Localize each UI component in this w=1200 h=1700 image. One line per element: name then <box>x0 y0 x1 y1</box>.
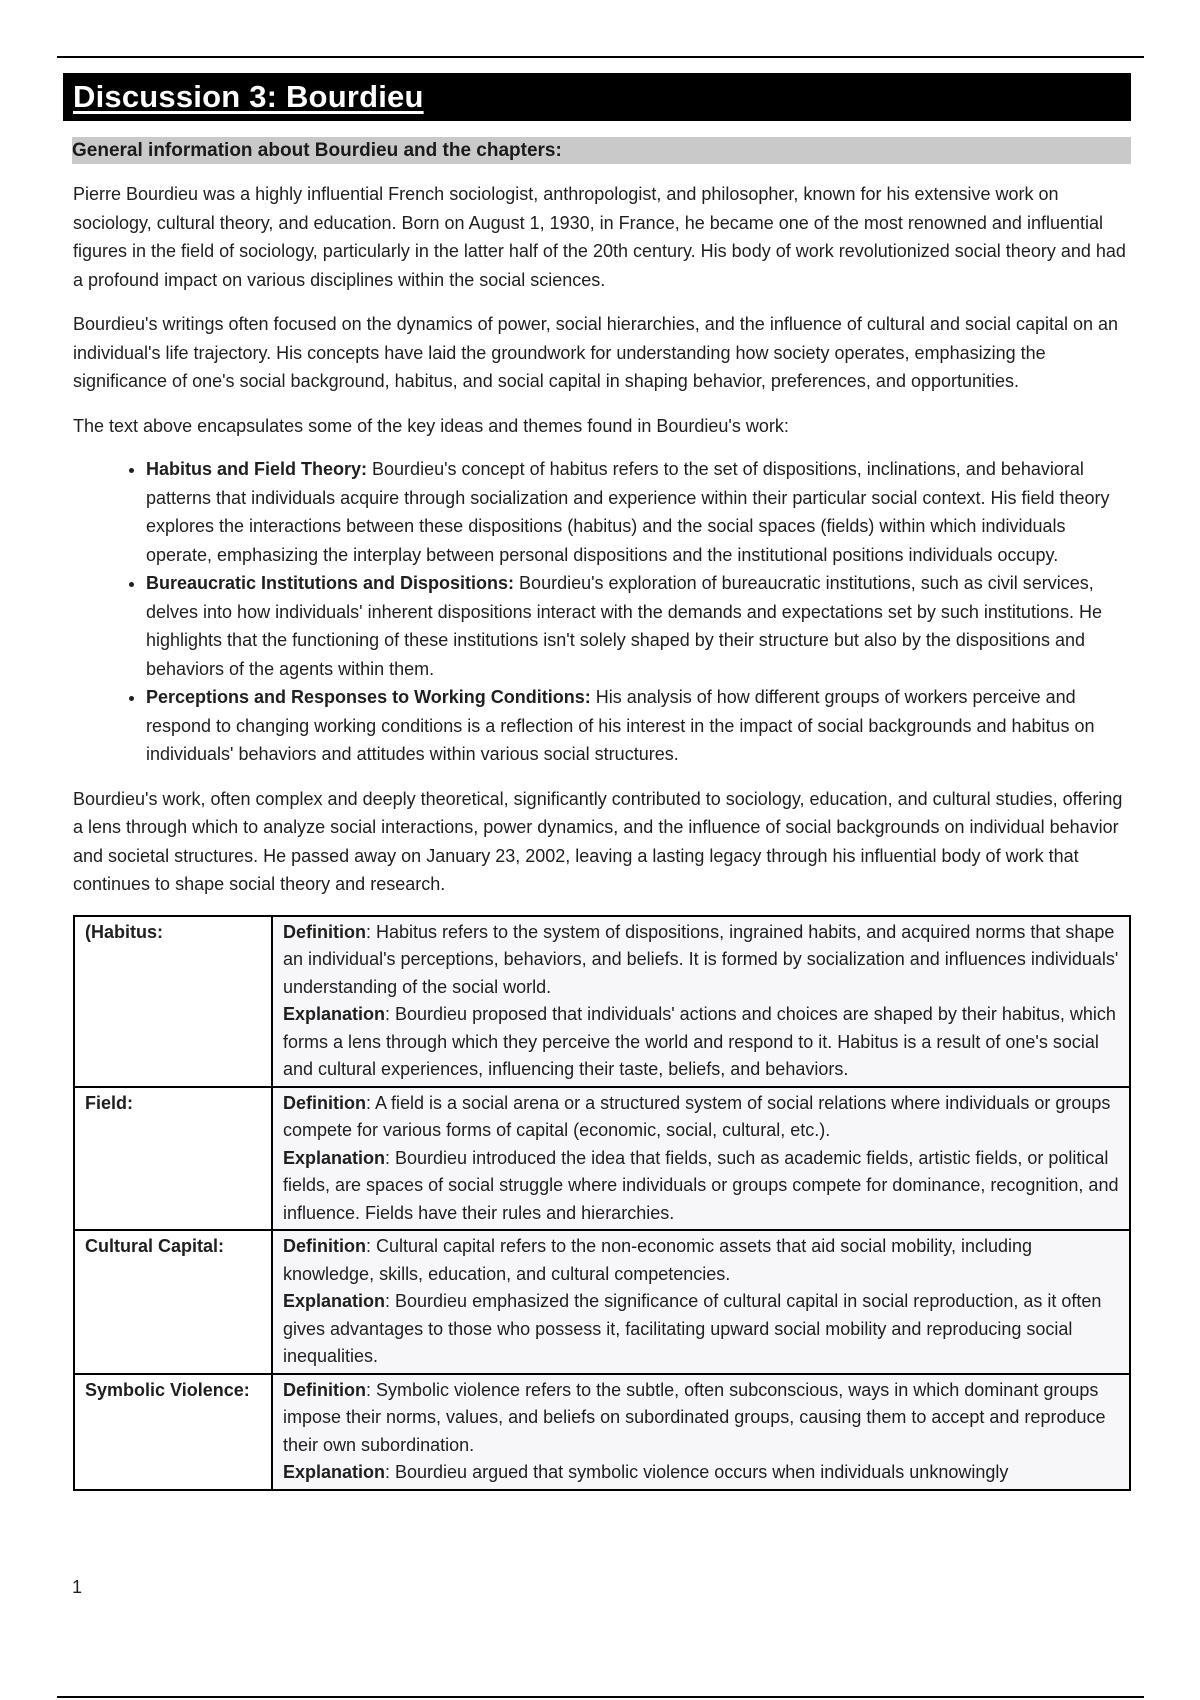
definition-text: : Symbolic violence refers to the subtle, often subconscious, ways in which dominant groups impose their norms, values, and beliefs on subordinated groups, causing them to accept and reproduce their own subordination. <box>283 1379 1106 1455</box>
top-rule <box>57 56 1144 58</box>
list-item <box>146 683 1131 769</box>
description-cell <box>273 1375 1129 1489</box>
list-item-label: Bureaucratic Institutions and Dispositions: <box>146 573 515 593</box>
page-title: Discussion 3: Bourdieu <box>73 79 424 114</box>
summary-lead-paragraph: The text above encapsulates some of the key ideas and themes found in Bourdieu's work: <box>73 415 789 436</box>
explanation-text: : Bourdieu emphasized the significance of cultural capital in social reproduction, as it often gives advantages to those who possess it, facilitating upward social mobility and reproducing social inequalities. <box>283 1291 1102 1366</box>
definition-text: : Cultural capital refers to the non-economic assets that aid social mobility, including knowledge, skills, education, and cultural competencies. <box>283 1236 1032 1284</box>
table-row <box>75 1231 1129 1375</box>
explanation-label: Explanation <box>283 1462 386 1482</box>
term-cell: Symbolic Violence: <box>75 1375 273 1489</box>
closing-paragraph: Bourdieu's work, often complex and deeply theoretical, significantly contributed to sociology, education, and cultural studies, offering a lens through which to analyze social interactions, power dynamics, and the influence of social backgrounds on individual behavior and societal structures. He passed away on January 23, 2002, leaving a lasting legacy through his influential body of work that continues to shape social theory and research. <box>73 788 1123 894</box>
explanation-label: Explanation <box>283 1147 386 1168</box>
explanation-label: Explanation <box>283 1291 386 1311</box>
list-item-text: Bourdieu's concept of habitus refers to the set of dispositions, inclinations, and behavioral patterns that individuals acquire through socialization and experience within their particular social context. His field theory explores the interactions between these dispositions (habitus) and the social spaces (fields) within which individuals operate, emphasizing the interplay between personal dispositions and the institutional positions individuals occupy. <box>146 459 1110 565</box>
explanation-text: : Bourdieu argued that symbolic violence occurs when individuals unknowingly <box>385 1462 1009 1482</box>
concepts-table <box>73 915 1131 1491</box>
key-ideas-list <box>73 455 1131 769</box>
definition-text: : A field is a social arena or a structured system of social relations where individuals or groups compete for various forms of capital (economic, social, cultural, etc.). <box>283 1092 1111 1140</box>
description-cell <box>273 1231 1129 1373</box>
list-item-text: Bourdieu's exploration of bureaucratic institutions, such as civil services, delves into how individuals' inherent dispositions interact with the demands and expectations set by such institutions. He highlights that the functioning of these institutions isn't solely shaped by their structure but also by the dispositions and behaviors of the agents within them. <box>146 573 1102 679</box>
page-number: 1 <box>72 1577 83 1597</box>
definition-label: Definition <box>283 1092 366 1113</box>
list-item <box>146 455 1131 569</box>
explanation-text: : Bourdieu introduced the idea that fields, such as academic fields, artistic fields, or political fields, are spaces of social struggle where individuals or groups compete for dominance, recognition, and influence. Fields have their rules and hierarchies. <box>283 1147 1119 1223</box>
description-cell <box>273 1088 1129 1230</box>
table-row <box>75 1088 1129 1232</box>
explanation-text: : Bourdieu proposed that individuals' actions and choices are shaped by their habitus, which forms a lens through which they perceive the world and respond to it. Habitus is a result of one's social and cultural experiences, influencing their taste, beliefs, and behaviors. <box>283 1004 1116 1079</box>
term-cell: Field: <box>75 1088 273 1230</box>
definition-label: Definition <box>283 921 366 942</box>
definition-text: : Habitus refers to the system of dispositions, ingrained habits, and acquired norms that shape an individual's perceptions, behaviors, and beliefs. It is formed by socialization and influences individuals' understanding of the social world. <box>283 921 1119 997</box>
list-item <box>146 569 1131 683</box>
writings-paragraph: Bourdieu's writings often focused on the dynamics of power, social hierarchies, and the influence of cultural and social capital on an individual's life trajectory. His concepts have laid the groundwork for understanding how society operates, emphasizing the significance of one's social background, habitus, and social capital in shaping behavior, preferences, and opportunities. <box>73 314 1119 391</box>
table-row <box>75 917 1129 1088</box>
explanation-label: Explanation <box>283 1004 386 1024</box>
list-item-label: Habitus and Field Theory: <box>146 459 368 479</box>
document-body <box>73 73 1131 1491</box>
definition-label: Definition <box>283 1236 366 1256</box>
term-cell: (Habitus: <box>75 917 273 1086</box>
definition-label: Definition <box>283 1379 366 1400</box>
intro-paragraph: Pierre Bourdieu was a highly influential French sociologist, anthropologist, and philosopher, known for his extensive work on sociology, cultural theory, and education. Born on August 1, 1930, in France, he became one of the most renowned and influential figures in the field of sociology, particularly in the latter half of the 20th century. His body of work revolutionized social theory and had a profound impact on various disciplines within the social sciences. <box>73 184 1126 290</box>
table-row <box>75 1375 1129 1489</box>
list-item-text: His analysis of how different groups of workers perceive and respond to changing working conditions is a reflection of his interest in the impact of social backgrounds and habitus on individuals' behaviors and attitudes within various social structures. <box>146 687 1095 764</box>
section-subheading: General information about Bourdieu and the chapters: <box>72 137 1131 164</box>
term-cell: Cultural Capital: <box>75 1231 273 1373</box>
description-cell <box>273 917 1129 1086</box>
title-bar <box>63 73 1131 121</box>
list-item-label: Perceptions and Responses to Working Conditions: <box>146 687 591 707</box>
bottom-rule <box>57 1696 1144 1698</box>
